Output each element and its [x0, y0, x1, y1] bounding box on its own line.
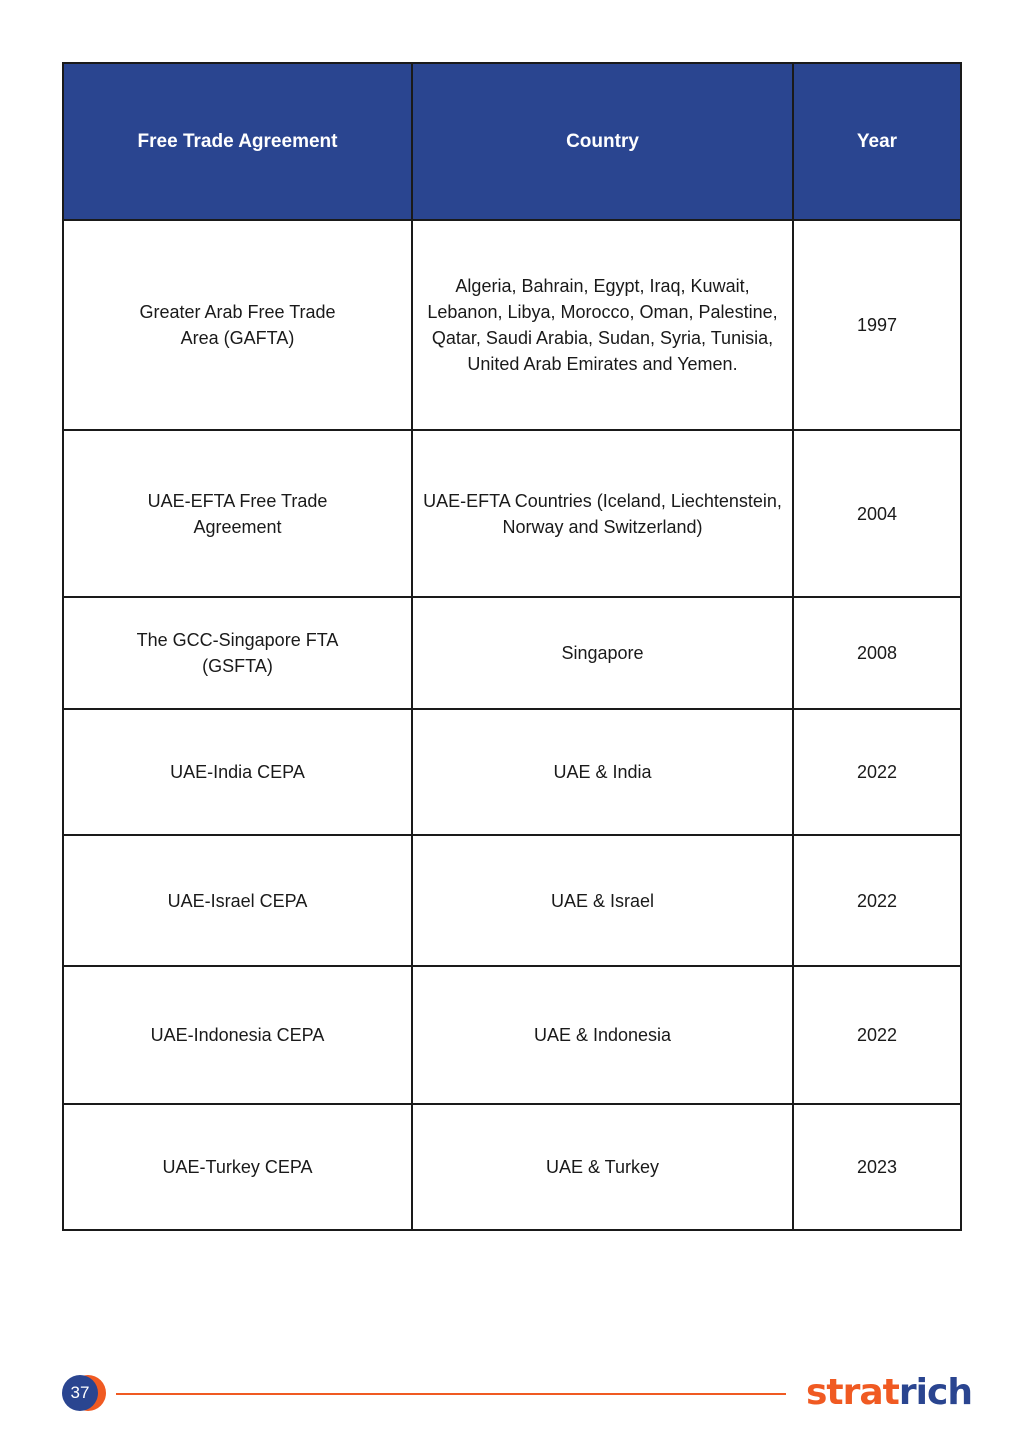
table-row	[63, 709, 961, 835]
cell-country: UAE & India	[412, 709, 793, 835]
cell-fta: UAE-India CEPA	[63, 709, 412, 835]
header-free-trade-agreement: Free Trade Agreement	[63, 63, 412, 220]
logo-text-strat: strat	[806, 1372, 899, 1413]
cell-year: 1997	[793, 220, 961, 430]
cell-fta: UAE-EFTA Free Trade Agreement	[63, 430, 412, 597]
cell-fta: UAE-Turkey CEPA	[63, 1104, 412, 1230]
table-row	[63, 835, 961, 966]
header-country: Country	[412, 63, 793, 220]
footer-divider	[116, 1393, 786, 1395]
logo-text-rich: rich	[898, 1372, 972, 1413]
page-number: 37	[62, 1375, 98, 1411]
cell-fta: The GCC-Singapore FTA (GSFTA)	[63, 597, 412, 709]
table-header-row	[63, 63, 961, 220]
table-row	[63, 966, 961, 1104]
cell-fta: UAE-Israel CEPA	[63, 835, 412, 966]
header-year: Year	[793, 63, 961, 220]
free-trade-agreements-table	[62, 62, 962, 1231]
cell-year: 2022	[793, 709, 961, 835]
cell-year: 2022	[793, 835, 961, 966]
cell-fta: Greater Arab Free Trade Area (GAFTA)	[63, 220, 412, 430]
stratrich-logo	[806, 1368, 972, 1418]
page-number-badge	[62, 1375, 106, 1413]
cell-year: 2008	[793, 597, 961, 709]
table-row	[63, 597, 961, 709]
cell-year: 2023	[793, 1104, 961, 1230]
cell-country: Singapore	[412, 597, 793, 709]
cell-country: UAE & Israel	[412, 835, 793, 966]
cell-country: UAE & Turkey	[412, 1104, 793, 1230]
table-row	[63, 430, 961, 597]
cell-country: UAE & Indonesia	[412, 966, 793, 1104]
cell-country: Algeria, Bahrain, Egypt, Iraq, Kuwait, Lebanon, Libya, Morocco, Oman, Palestine, Qatar, Saudi Arabia, Sudan, Syria, Tunisia, United Arab Emirates and Yemen.	[412, 220, 793, 430]
cell-country: UAE-EFTA Countries (Iceland, Liechtenstein, Norway and Switzerland)	[412, 430, 793, 597]
table-row	[63, 220, 961, 430]
table-row	[63, 1104, 961, 1230]
cell-year: 2004	[793, 430, 961, 597]
cell-year: 2022	[793, 966, 961, 1104]
cell-fta: UAE-Indonesia CEPA	[63, 966, 412, 1104]
